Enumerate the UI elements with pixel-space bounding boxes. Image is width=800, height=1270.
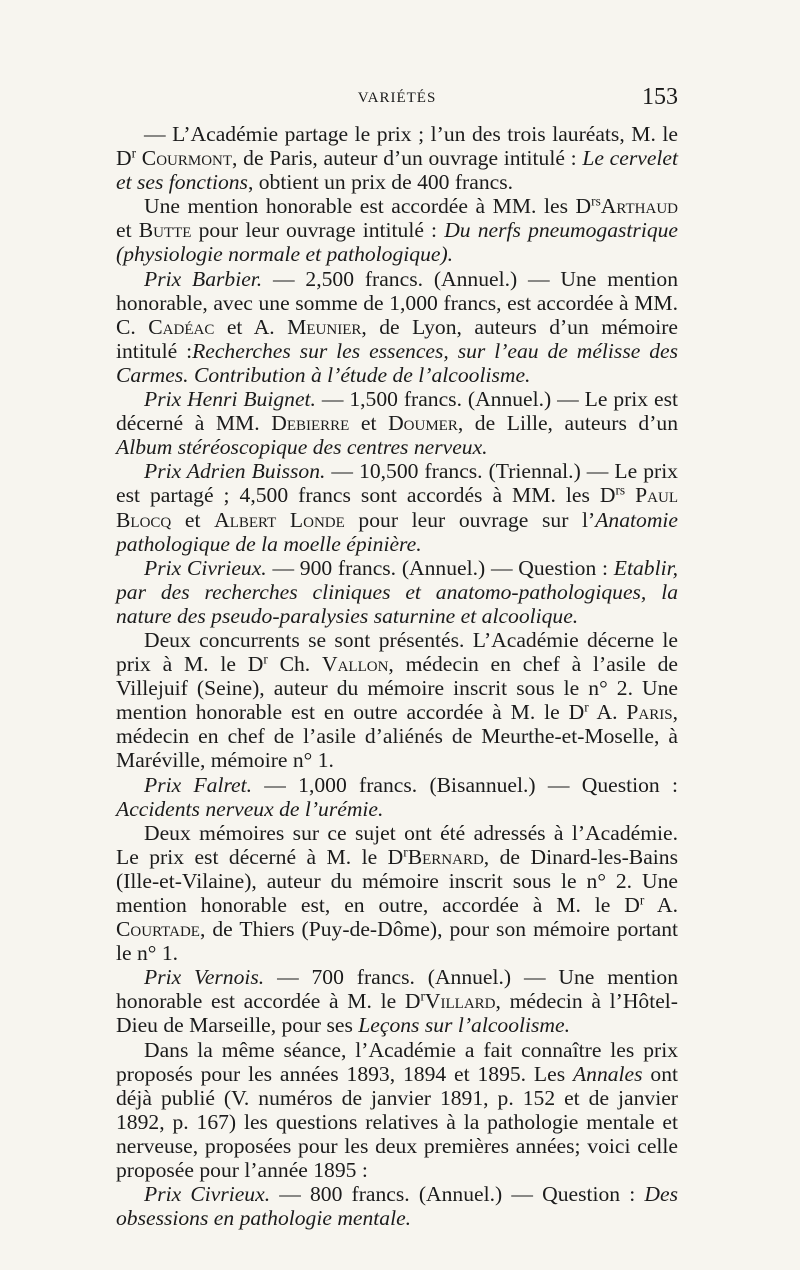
paragraph-vallon-paris: [116, 628, 678, 773]
superscript: r: [584, 699, 589, 715]
paragraph-courmont: [116, 122, 678, 194]
question-text: Accidents nerveux de l’urémie.: [116, 796, 384, 821]
paragraph-bernard-courtade: [116, 821, 678, 966]
work-title: Leçons sur l’alcoolisme.: [358, 1013, 570, 1038]
text: Une mention honorable est accordée à MM. les D: [144, 194, 592, 219]
page-number: 153: [642, 84, 678, 110]
work-title: Du nerfs pneumogastrique (physiologie normale et pathologique).: [116, 218, 679, 267]
superscript: r: [263, 651, 268, 667]
person-name: Debierre: [271, 411, 350, 436]
text: ont déjà publié (V. numéros de janvier 1891, p. 152 et de janvier 1892, p. 167) les questions relatives à la pathologie mentale et nerveuse, proposées pour les deux premières années; voici celle proposée pour l’année 1895 :: [116, 1061, 679, 1183]
prize-name: Prix Barbier.: [144, 266, 263, 291]
paragraph-prix-barbier: [116, 267, 678, 387]
text: pour leur ouvrage sur l’: [344, 507, 596, 532]
text: , de Lyon, auteurs d’un mémoire intitulé :: [116, 314, 678, 363]
work-title: Recherches sur les essences, sur l’eau de mélisse des Carmes. Contribution à l’étude de l’alcoolisme.: [116, 338, 678, 387]
text: Deux mémoires sur ce sujet ont été adressés à l’Académie. Le prix est décerné à M. le D: [116, 820, 678, 869]
person-name: Arthaud: [600, 194, 678, 219]
paragraph-prix-vernois: [116, 965, 678, 1037]
superscript: r: [131, 145, 137, 161]
paragraph-prix-buignet: [116, 387, 678, 459]
question-text: Des obsessions en pathologie mentale.: [116, 1182, 678, 1231]
work-title: Album stéréoscopique des centres nerveux.: [116, 435, 488, 460]
text: A.: [644, 893, 678, 917]
person-name: Meunier: [287, 314, 362, 339]
superscript: rs: [615, 483, 626, 499]
text: — 1,000 francs. (Bisannuel.) — Question :: [252, 772, 678, 797]
person-name: Paul Blocq: [116, 483, 678, 532]
text: , de Lille, auteurs d’un: [457, 411, 679, 436]
question-text: Etablir, par des recherches cliniques et anatomo-pathologiques, la nature des pseudo-paralysies saturnine et alcoolique.: [116, 555, 678, 628]
person-name: Doumer: [388, 411, 458, 436]
text: — 800 francs. (Annuel.) — Question :: [270, 1182, 645, 1207]
text: — 700 francs. (Annuel.) — Une mention honorable est accordée à M. le D: [116, 965, 678, 1014]
text: , médecin en chef de l’asile d’aliénés de Meurthe-et-Moselle, à Maréville, mémoire n° 1.: [116, 700, 678, 773]
prize-name: Prix Adrien Buisson.: [144, 459, 326, 484]
text: et: [116, 218, 139, 243]
person-name: Butte: [138, 218, 192, 243]
text: , obtient un prix de 400 francs.: [247, 170, 514, 195]
text: et A.: [214, 314, 288, 339]
superscript: rs: [591, 193, 601, 209]
text: — 1,500 francs. (Annuel.) — Le prix est décerné à MM.: [116, 387, 678, 436]
paragraph-prix-falret: [116, 773, 678, 821]
text: — L’Académie partage le prix ; l’un des trois lauréats, M. le D: [116, 122, 678, 171]
superscript: r: [403, 844, 408, 860]
prize-name: Prix Civrieux.: [144, 1182, 271, 1207]
person-name: Cadéac: [148, 314, 215, 339]
text: Deux concurrents se sont présentés. L’Académie décerne le prix à M. le D: [116, 627, 678, 677]
person-name: Paris: [626, 700, 673, 725]
person-name: Courtade: [116, 917, 200, 942]
prize-name: Prix Henri Buignet.: [144, 387, 316, 412]
journal-name: Annales: [572, 1061, 643, 1086]
prize-name: Prix Vernois.: [144, 965, 265, 990]
prize-name: Prix Falret.: [144, 772, 253, 797]
text: et: [171, 507, 215, 532]
paragraph-prix-civrieux-1895: [116, 1182, 678, 1230]
paragraph-arthaud-butte: [116, 194, 678, 266]
text: — 2,500 francs. (Annuel.) — Une mention honorable, avec une somme de 1,000 francs, est accordée à MM. C.: [116, 266, 678, 339]
superscript: r: [420, 989, 425, 1005]
superscript: r: [639, 892, 645, 908]
text: — 900 francs. (Annuel.) — Question :: [266, 555, 614, 580]
text: Ch.: [267, 652, 322, 677]
text: , de Thiers (Puy-de-Dôme), pour son mémoire portant le n° 1.: [116, 917, 678, 966]
person-name: Albert Londe: [214, 507, 345, 532]
person-name: Villard: [424, 989, 496, 1014]
page-body: [116, 122, 678, 1230]
text: A.: [588, 700, 627, 725]
paragraph-prix-civrieux: [116, 556, 678, 628]
text: Dans la même séance, l’Académie a fait connaître les prix proposés pour les années 1893, 1894 et 1895. Les: [116, 1037, 678, 1086]
text: pour leur ouvrage intitulé :: [191, 218, 445, 243]
text: , médecin à l’Hôtel-Dieu de Marseille, pour ses: [116, 989, 678, 1038]
person-name: Bernard: [407, 844, 484, 869]
paragraph-prix-proposes: [116, 1038, 678, 1183]
page-header: [116, 78, 678, 118]
text: , de Dinard-les-Bains (Ille-et-Vilaine), auteur du mémoire inscrit sous le n° 2. Une mention honorable est, en outre, accordée à M. le D: [116, 844, 678, 917]
paragraph-prix-buisson: [116, 459, 678, 555]
work-title: Anatomie pathologique de la moelle épinière.: [116, 507, 678, 556]
text: et: [349, 411, 389, 436]
person-name: Courmont: [141, 146, 233, 171]
text: , médecin en chef à l’asile de Villejuif (Seine), auteur du mémoire inscrit sous le n° 2. Une mention honorable est en outre accordée à M. le D: [116, 652, 678, 725]
text: , de Paris, auteur d’un ouvrage intitulé :: [232, 146, 583, 171]
running-title: VARIÉTÉS: [357, 90, 437, 106]
work-title: Le cervelet et ses fonctions: [116, 146, 678, 195]
person-name: Vallon: [321, 652, 389, 677]
text: — 10,500 francs. (Triennal.) — Le prix est partagé ; 4,500 francs sont accordés à MM. les D: [116, 459, 678, 508]
prize-name: Prix Civrieux.: [144, 555, 267, 580]
